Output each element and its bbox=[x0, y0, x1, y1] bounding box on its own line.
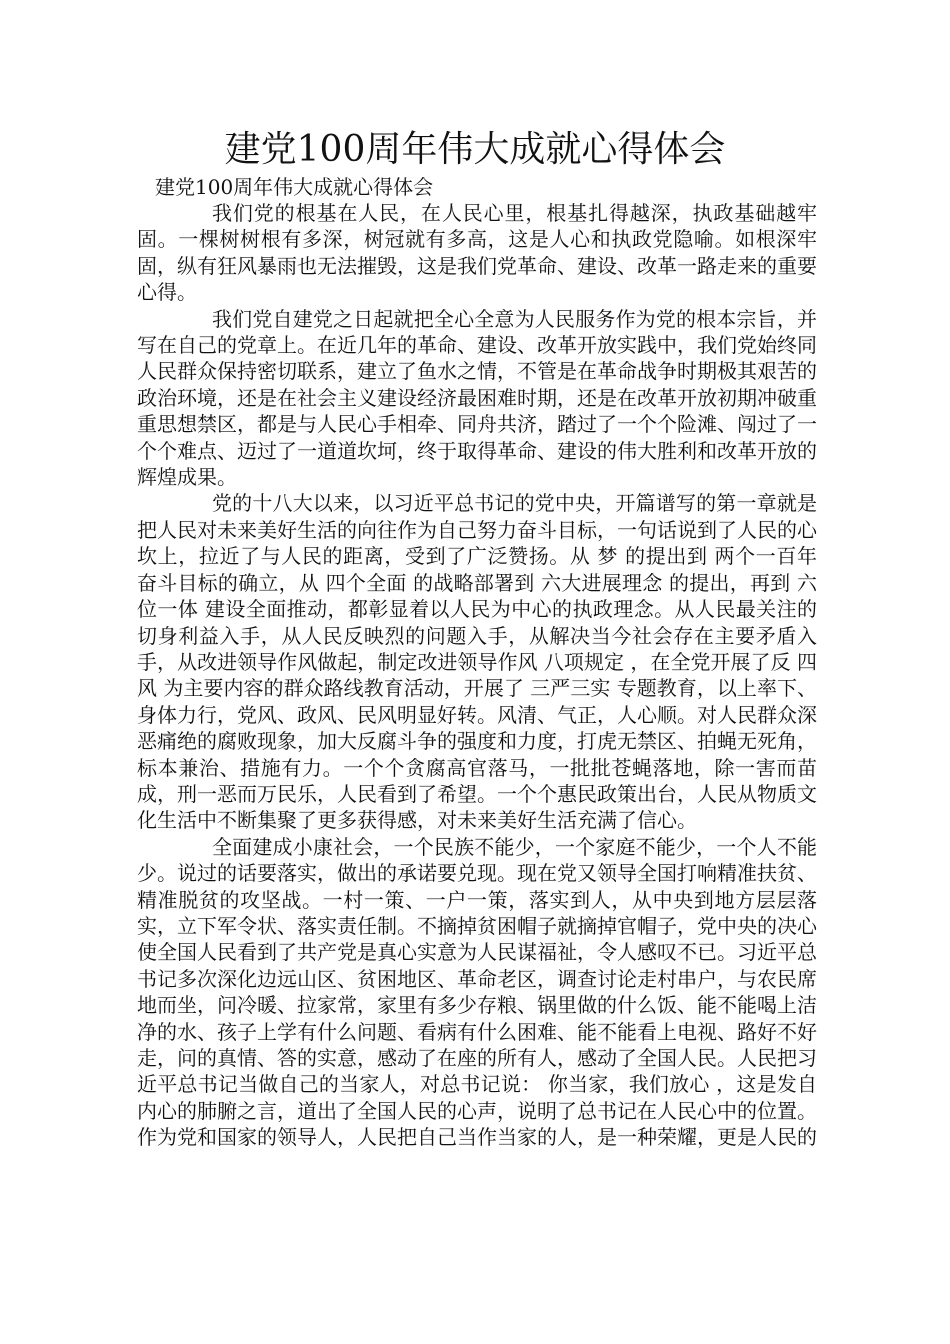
document-subtitle: 建党100周年伟大成就心得体会 bbox=[155, 175, 434, 199]
paragraph: 我们党的根基在人民，在人民心里，根基扎得越深，执政基础越牢固。一棵树树根有多深，树冠就有多高，这是人心和执政党隐喻。如根深牢固，纵有狂风暴雨也无法摧毁，这是我们党革命、建设、改革一路走来的重要心得。 bbox=[137, 201, 817, 305]
document-body bbox=[137, 200, 817, 1151]
paragraph: 我们党自建党之日起就把全心全意为人民服务作为党的根本宗旨，并写在自己的党章上。在近几年的革命、建设、改革开放实践中，我们党始终同人民群众保持密切联系，建立了鱼水之情，不管是在革命战争时期极其艰苦的政治环境，还是在社会主义建设经济最困难时期，还是在改革开放初期冲破重重思想禁区，都是与人民心手相牵、同舟共济，踏过了一个个险滩、闯过了一个个难点、迈过了一道道坎坷，终于取得革命、建设的伟大胜利和改革开放的辉煌成果。 bbox=[137, 306, 817, 490]
paragraph: 全面建成小康社会，一个民族不能少，一个家庭不能少，一个人不能少。说过的话要落实，做出的承诺要兑现。现在党又领导全国打响精准扶贫、精准脱贫的攻坚战。一村一策、一户一策，落实到人，从中央到地方层层落实，立下军令状、落实责任制。不摘掉贫困帽子就摘掉官帽子，党中央的决心使全国人民看到了共产党是真心实意为人民谋福祉，令人感叹不已。习近平总书记多次深化边远山区、贫困地区、革命老区，调查讨论走村串户，与农民席地而坐，问冷暖、拉家常，家里有多少存粮、锅里做的什么饭、能不能喝上洁净的水、孩子上学有什么问题、看病有什么困难、能不能看上电视、路好不好走，问的真情、答的实意，感动了在座的所有人，感动了全国人民。人民把习近平总书记当做自己的当家人，对总书记说： 你当家，我们放心 ，这是发自内心的肺腑之言，道出了全国人民的心声，说明了总书记在人民心中的位置。作为党和国家的领导人，人民把自己当作当家的人，是一种荣耀，更是人民的 bbox=[137, 834, 817, 1150]
paragraph: 党的十八大以来，以习近平总书记的党中央，开篇谱写的第一章就是把人民对未来美好生活的向往作为自己努力奋斗目标，一句话说到了人民的心坎上，拉近了与人民的距离，受到了广泛赞扬。从 梦 的提出到 两个一百年 奋斗目标的确立，从 四个全面 的战略部署到 六大进展理念 的提出，再到 六位一体 建设全面推动，都彰显着以人民为中心的执政理念。从人民最关注的切身利益入手，从人民反映烈的问题入手，从解决当今社会存在主要矛盾入手，从改进领导作风做起，制定改进领导作风 八项规定 ，在全党开展了反 四风 为主要内容的群众路线教育活动，开展了 三严三实 专题教育，以上率下、身体力行，党风、政风、民风明显好转。风清、气正，人心顺。对人民群众深恶痛绝的腐败现象，加大反腐斗争的强度和力度，打虎无禁区、拍蝇无死角，标本兼治、措施有力。一个个贪腐高官落马，一批批苍蝇落地，除一害而苗成，刑一恶而万民乐，人民看到了希望。一个个惠民政策出台，人民从物质文化生活中不断集聚了更多获得感，对未来美好生活充满了信心。 bbox=[137, 491, 817, 833]
document-title: 建党100周年伟大成就心得体会 bbox=[224, 129, 726, 170]
